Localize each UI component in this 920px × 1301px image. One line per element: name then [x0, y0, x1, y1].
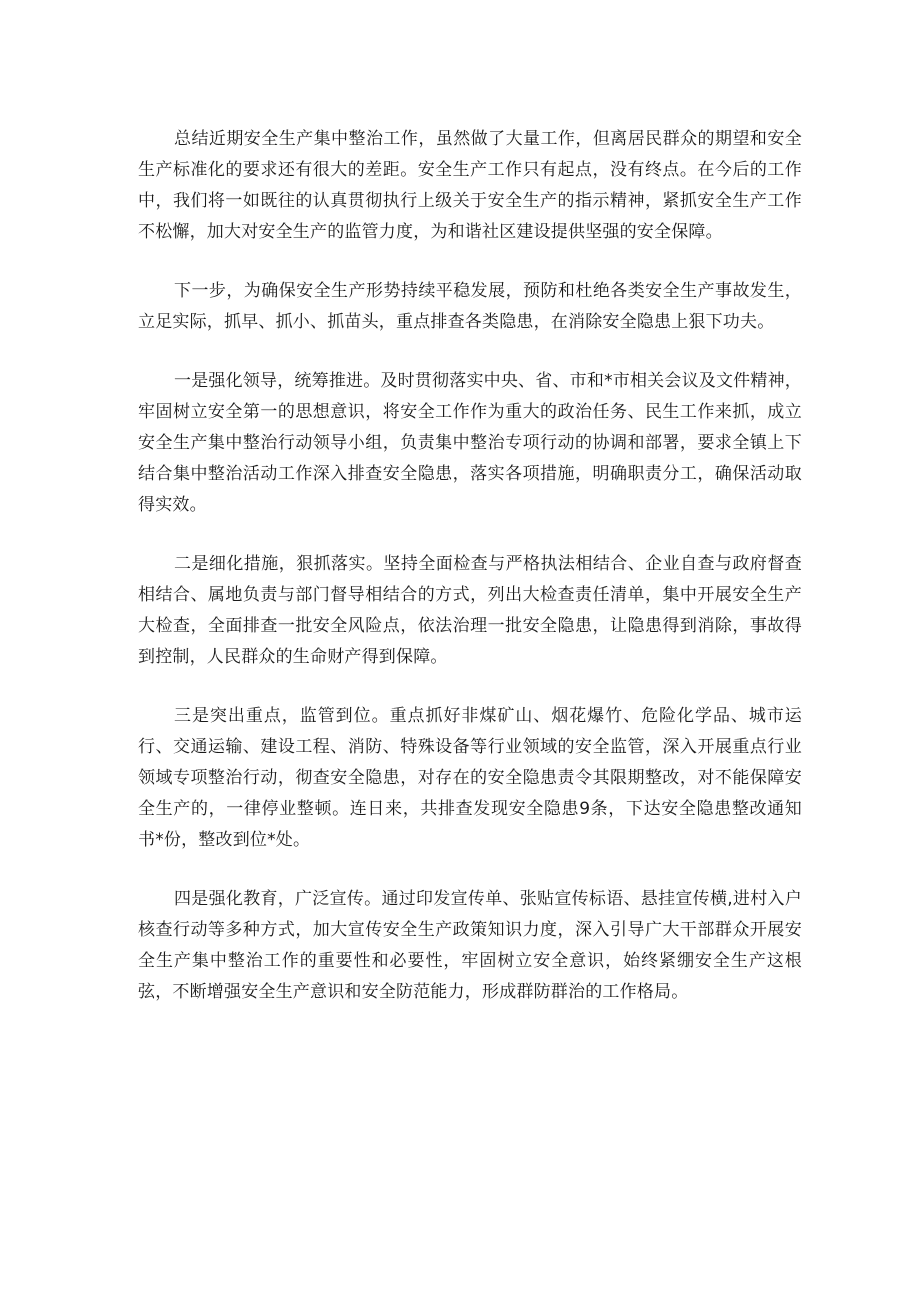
paragraph-supervision: 三是突出重点，监管到位。重点抓好非煤矿山、烟花爆竹、危险化学品、城市运行、交通运输、建设工程、消防、特殊设备等行业领域的安全监管，深入开展重点行业领域专项整治行动，彻查安全隐患，对存在的安全隐患责令其限期整改，对不能保障安全生产的，一律停业整顿。连日来，共排查发现安全隐患9条，下达安全隐患整改通知书*份，整改到位*处。	[138, 706, 802, 850]
paragraph-measures: 二是细化措施，狠抓落实。坚持全面检查与严格执法相结合、企业自查与政府督查相结合、属地负责与部门督导相结合的方式，列出大检查责任清单，集中开展安全生产大检查，全面排查一批安全风险点，依法治理一批安全隐患，让隐患得到消除，事故得到控制，人民群众的生命财产得到保障。	[138, 554, 802, 667]
paragraph-summary: 总结近期安全生产集中整治工作，虽然做了大量工作，但离居民群众的期望和安全生产标准化的要求还有很大的差距。安全生产工作只有起点，没有终点。在今后的工作中，我们将一如既往的认真贯彻执行上级关于安全生产的指示精神，紧抓安全生产工作不松懈，加大对安全生产的监管力度，为和谐社区建设提供坚强的安全保障。	[138, 129, 802, 242]
document-body	[138, 124, 802, 1036]
paragraph-leadership: 一是强化领导，统筹推进。及时贯彻落实中央、省、市和*市相关会议及文件精神，牢固树立安全第一的思想意识，将安全工作作为重大的政治任务、民生工作来抓，成立安全生产集中整治行动领导小组，负责集中整治专项行动的协调和部署，要求全镇上下结合集中整治活动工作深入排查安全隐患，落实各项措施，明确职责分工，确保活动取得实效。	[138, 371, 802, 515]
paragraph-next-step: 下一步，为确保安全生产形势持续平稳发展，预防和杜绝各类安全生产事故发生，立足实际，抓早、抓小、抓苗头，重点排查各类隐患，在消除安全隐患上狠下功夫。	[138, 281, 802, 332]
paragraph-education: 四是强化教育，广泛宣传。通过印发宣传单、张贴宣传标语、悬挂宣传横,进村入户核查行动等多种方式，加大宣传安全生产政策知识力度，深入引导广大干部群众开展安全生产集中整治工作的重要性和必要性，牢固树立安全意识，始终紧绷安全生产这根弦，不断增强安全生产意识和安全防范能力，形成群防群治的工作格局。	[138, 889, 802, 1002]
